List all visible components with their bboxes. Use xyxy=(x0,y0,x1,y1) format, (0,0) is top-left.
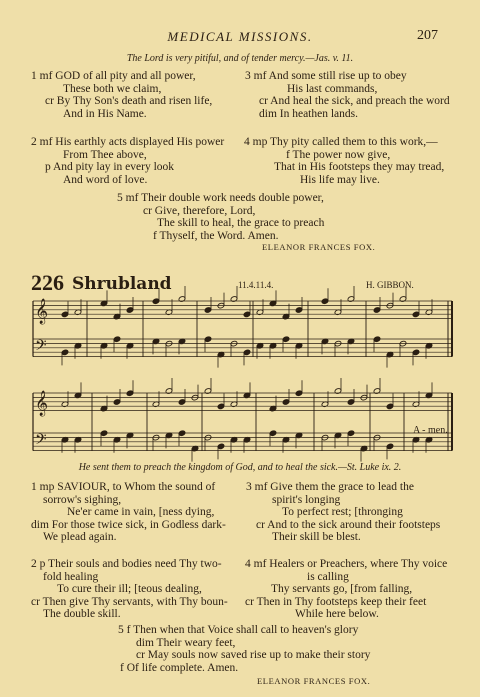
stanza-line: 4 mf Healers or Preachers, where Thy voice xyxy=(245,558,448,570)
svg-text:𝄢: 𝄢 xyxy=(35,431,47,452)
hymn2-stanza-2 xyxy=(31,558,228,621)
stanza-line: From Thee above, xyxy=(63,148,147,161)
tune-meter: 11.4.11.4. xyxy=(238,280,274,290)
stanza-line: cr Give, therefore, Lord, xyxy=(143,204,256,217)
stanza-line: While here below. xyxy=(295,608,379,620)
hymn2-stanza-3 xyxy=(246,481,440,544)
stanza-line: f The power now give, xyxy=(286,148,391,161)
stanza-line: The double skill. xyxy=(43,608,121,620)
stanza-line: 2 p Their souls and bodies need Thy two- xyxy=(31,558,222,570)
amen-text: A - men. xyxy=(413,425,448,436)
stanza-line: p And pity lay in every look xyxy=(45,161,175,173)
stanza-line: Thy servants go, [from falling, xyxy=(271,583,413,595)
stanza-line: cr May souls now saved rise up to make their story xyxy=(136,649,371,661)
stanza-line: cr Then in Thy footsteps keep their feet xyxy=(245,595,427,608)
stanza-line: fold healing xyxy=(43,570,99,583)
stanza-line: To perfect rest; [thronging xyxy=(282,506,403,518)
svg-text:𝄞: 𝄞 xyxy=(35,299,49,324)
hymn1-epigraph: The Lord is very pitiful, and of tender mercy.—Jas. v. 11. xyxy=(126,53,354,64)
stanza-line: That in His footsteps they may tread, xyxy=(274,161,445,173)
stanza-line: cr By Thy Son's death and risen life, xyxy=(45,95,213,107)
svg-text:𝄢: 𝄢 xyxy=(35,337,47,358)
stanza-line: dim For those twice sick, in Godless dark- xyxy=(31,518,226,531)
tune-number: 226 xyxy=(31,270,64,295)
stanza-line: Their skill be blest. xyxy=(272,531,361,543)
stanza-line: These both we claim, xyxy=(63,82,162,95)
page-header-title: MEDICAL MISSIONS. xyxy=(167,29,313,44)
stanza-line: cr And heal the sick, and preach the word xyxy=(259,95,450,107)
stanza-line: 3 mf And some still rise up to obey xyxy=(245,70,407,82)
stanza-line: His last commands, xyxy=(287,82,378,95)
hymn2-author: ELEANOR FRANCES FOX. xyxy=(257,676,371,686)
page-number: 207 xyxy=(417,28,438,43)
stanza-line: 5 mf Their double work needs double power, xyxy=(117,192,324,204)
hymn2-stanza-1 xyxy=(31,481,226,544)
stanza-line: 4 mp Thy pity called them to this work,— xyxy=(244,136,438,148)
stanza-line: The skill to heal, the grace to preach xyxy=(157,217,325,229)
tune-name: Shrubland xyxy=(72,274,172,294)
stanza-line: dim Their weary feet, xyxy=(136,636,236,649)
stanza-line: Ne'er came in vain, [ness dying, xyxy=(67,506,215,518)
stanza-line: 1 mp SAVIOUR, to Whom the sound of xyxy=(31,481,216,493)
stanza-line: 2 mf His earthly acts displayed His power xyxy=(31,136,225,148)
stanza-line: 5 f Then when that Voice shall call to heaven's glory xyxy=(118,624,359,636)
hymn2-stanza-4 xyxy=(245,558,447,621)
stanza-line: And word of love. xyxy=(63,173,148,186)
stanza-line: dim In heathen lands. xyxy=(259,107,359,120)
stanza-line: 3 mf Give them the grace to lead the xyxy=(246,481,414,493)
stanza-line: spirit's longing xyxy=(272,493,341,506)
stanza-line: f Thyself, the Word. Amen. xyxy=(153,229,279,242)
hymn2-epigraph: He sent them to preach the kingdom of God, and to heal the sick.—St. Luke ix. 2. xyxy=(78,462,402,473)
stanza-line: f Of life complete. Amen. xyxy=(120,661,239,674)
stanza-line: We plead again. xyxy=(43,531,117,543)
hymn1-author: ELEANOR FRANCES FOX. xyxy=(262,242,376,252)
stanza-line: His life may live. xyxy=(300,173,380,186)
stanza-line: is calling xyxy=(307,570,349,583)
stanza-line: sorrow's sighing, xyxy=(43,493,122,506)
stanza-line: cr And to the sick around their footsteps xyxy=(256,518,441,531)
stanza-line: cr Then give Thy servants, with Thy boun- xyxy=(31,595,228,608)
svg-text:𝄞: 𝄞 xyxy=(35,391,49,416)
tune-composer: H. GIBBON. xyxy=(366,280,414,290)
stanza-line: To cure their ill; [teous dealing, xyxy=(57,583,202,595)
stanza-line: And in His Name. xyxy=(63,107,147,120)
stanza-line: 1 mf GOD of all pity and all power, xyxy=(31,70,196,82)
hymn2-stanza-5 xyxy=(118,624,370,674)
